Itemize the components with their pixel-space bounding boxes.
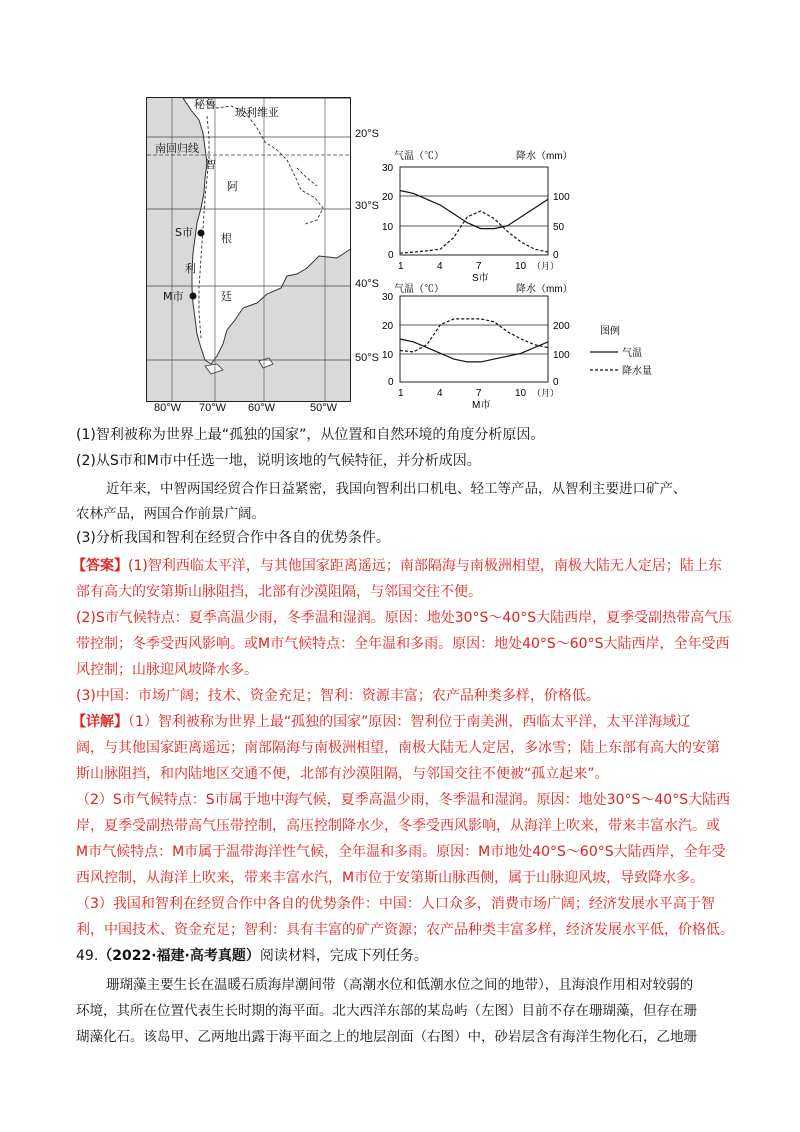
material-line-1: 近年来，中智两国经贸合作日益紧密，我国向智利出口机电、轻工等产品，从智利主要进口矿产、 (106, 481, 687, 497)
x-tick: 10 (515, 388, 527, 399)
left-tick: 20 (382, 321, 394, 332)
material-line-2: 农林产品，两国合作前景广阔。 (76, 506, 265, 522)
peru-label: 秘鲁 (194, 98, 216, 111)
left-tick: 10 (382, 350, 394, 361)
left-axis-title: 气温（℃） (394, 284, 444, 295)
m-city-climate-chart (370, 282, 595, 412)
question-prompt: 阅读材料，完成下列任务。 (259, 948, 428, 964)
argentina-label-1: 阿 (227, 180, 238, 193)
right-tick: 0 (553, 250, 559, 261)
argentina-label-2: 根 (221, 232, 232, 245)
city-caption: M市 (472, 400, 491, 411)
left-tick: 30 (382, 163, 394, 174)
question-1: (1)智利被称为世界上最“孤独的国家”，从位置和自然环境的角度分析原因。 (76, 427, 545, 443)
detail-line-9: 利，中国技术、资金充足；智利：具有丰富的矿产资源；农产品种类丰富多样，经济发展水平低，价格低。 (76, 922, 734, 938)
q49-paragraph-line-1: 珊瑚藻主要生长在温暖石质海岸潮间带（高潮水位和低潮水位之间的地带），且海浪作用相对较弱的 (106, 977, 694, 993)
s-city-marker (198, 230, 205, 237)
answer-line-3: (2)S市气候特点：夏季高温少雨，冬季温和湿润。原因：地处30°S～40°S大陆西岸，夏季受副热带高气压 (76, 610, 733, 626)
south-america-map (146, 97, 351, 402)
lon-label-70: 70°W (199, 402, 227, 414)
right-axis-title: 降水（mm） (516, 284, 573, 295)
question-3: (3)分析我国和智利在经贸合作中各自的优势条件。 (76, 530, 390, 546)
answer-tag: 【答案】 (72, 558, 128, 574)
left-tick: 20 (382, 192, 394, 203)
detail-line-6: M市气候特点：M市属于温带海洋性气候，全年温和多雨。原因：M市地处40°S～60°S大陆西岸，全年受 (76, 844, 726, 860)
q49-paragraph-line-3: 瑚藻化石。该岛甲、乙两地出露于海平面之上的地层剖面（右图）中，砂岩层含有海洋生物化石，乙地珊 (76, 1029, 697, 1045)
question-2: (2)从S市和M市中任选一地，说明该地的气候特征，并分析成因。 (76, 453, 481, 469)
temperature-line (400, 339, 548, 362)
answer-line-2: 部有高大的安第斯山脉阻挡，北部有沙漠阻隔，与邻国交往不便。 (76, 584, 482, 600)
chile-label-2: 利 (185, 262, 196, 275)
lon-label-60: 60°W (248, 402, 276, 414)
detail-line-7: 西风控制，从海洋上吹来，带来丰富水汽，M市位于安第斯山脉西侧，属于山脉迎风坡，导致降水多。 (76, 870, 705, 886)
question-source: （2022·福建·高考真题） (98, 948, 260, 964)
answer-line-4: 带控制；冬季受西风影响。或M市气候特点：全年温和多雨。原因：地处40°S～60°S大陆西岸，全年受西 (76, 636, 730, 652)
chart-legend (588, 322, 668, 382)
detail-line-3: 斯山脉阻挡，和内陆地区交通不便，北部有沙漠阻隔，与邻国交往不便被“孤立起来”。 (76, 766, 609, 782)
m-city-marker (190, 293, 197, 300)
argentina-label-3: 廷 (221, 290, 232, 303)
x-unit: （月） (532, 261, 560, 271)
x-tick: 10 (515, 261, 527, 272)
right-tick: 100 (553, 192, 570, 203)
tropic-label: 南回归线 (155, 142, 199, 155)
x-unit: （月） (532, 388, 560, 398)
answer-line-5: 风控制；山脉迎风坡降水多。 (76, 662, 258, 678)
left-axis-title: 气温（℃） (394, 151, 444, 162)
detail-line-5: 岸，夏季受副热带高气压带控制，高压控制降水少，冬季受西风影响，从海洋上吹来，带来丰富水汽。或 (76, 818, 720, 834)
x-tick: 1 (398, 388, 404, 399)
question-number: 49. (76, 948, 99, 964)
left-tick: 30 (382, 292, 394, 303)
x-tick: 1 (398, 261, 404, 272)
legend-title: 图例 (600, 326, 620, 337)
chile-label-1: 智 (205, 158, 216, 171)
precipitation-line (400, 319, 548, 352)
right-tick: 100 (553, 350, 570, 361)
s-city-label: S市 (175, 226, 193, 239)
x-tick: 4 (437, 388, 443, 399)
precipitation-line (400, 211, 548, 253)
question-49-header (76, 945, 731, 965)
detail-tag: 【详解】 (72, 714, 128, 730)
detail-line-8: （3）我国和智利在经贸合作中各自的优势条件：中国：人口众多，消费市场广阔；经济发展水平高于智 (76, 896, 715, 912)
lat-label-40: 40°S (355, 278, 379, 290)
answer-line-6: (3)中国：市场广阔；技术、资金充足；智利：资源丰富；农产品种类多样，价格低。 (76, 688, 600, 704)
detail-line-4: （2）S市气候特点：S市属于地中海气候，夏季高温少雨，冬季温和湿润。原因：地处30°S～40°S大陆西 (76, 792, 731, 808)
legend-precip-label: 降水量 (622, 366, 652, 377)
x-tick: 4 (437, 261, 443, 272)
right-tick: 200 (553, 321, 570, 332)
island (259, 358, 273, 368)
detail-line-2: 阔，与其他国家距离遥远；南部隔海与南极洲相望，南极大陆无人定居，多冰雪；陆上东部有高大的安第 (76, 740, 720, 756)
lat-label-30: 30°S (355, 200, 379, 212)
lon-label-50: 50°W (310, 402, 338, 414)
lat-label-50: 50°S (355, 352, 379, 364)
right-tick: 0 (553, 377, 559, 388)
s-city-climate-chart (370, 145, 595, 285)
left-tick: 0 (388, 377, 394, 388)
bolivia-label: 玻利维亚 (235, 106, 279, 119)
left-tick: 10 (382, 222, 394, 233)
m-city-label: M市 (163, 290, 184, 303)
island (205, 364, 223, 374)
x-tick: 7 (476, 388, 482, 399)
q49-paragraph-line-2: 环境，其所在位置代表生长时期的海平面。北大西洋东部的某岛屿（左图）目前不存在珊瑚藻，但存在珊 (76, 1003, 697, 1019)
lon-label-80: 80°W (154, 402, 182, 414)
answer-line-1: 【答案】(1)智利西临太平洋，与其他国家距离遥远；南部隔海与南极洲相望，南极大陆无人定居；陆上东 (72, 558, 722, 574)
land-shape (183, 98, 351, 364)
legend-temp-label: 气温 (622, 348, 642, 359)
detail-line-1: 【详解】（1）智利被称为世界上最“孤独的国家”原因：智利位于南美洲，西临太平洋，太平洋海域辽 (72, 714, 691, 730)
left-tick: 0 (388, 250, 394, 261)
x-tick: 7 (476, 261, 482, 272)
right-tick: 50 (553, 222, 565, 233)
city-caption: S市 (472, 273, 489, 284)
lat-label-20: 20°S (355, 128, 379, 140)
right-axis-title: 降水（mm） (516, 151, 573, 162)
